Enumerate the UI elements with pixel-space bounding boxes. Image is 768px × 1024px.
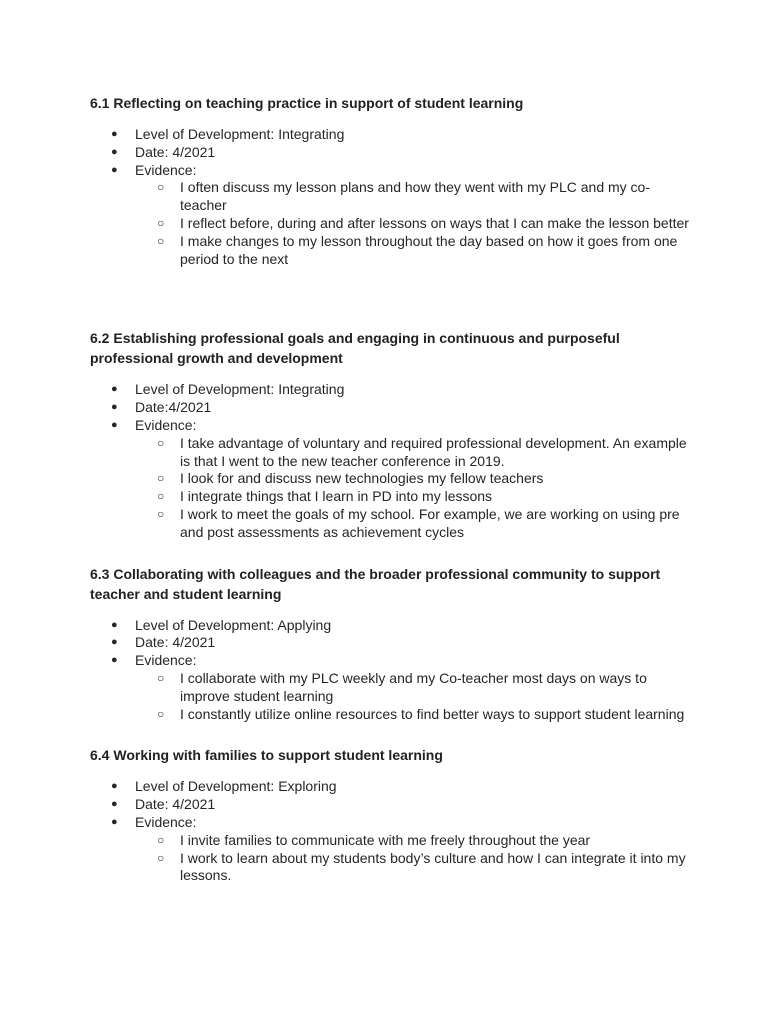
list-item-date <box>111 399 690 417</box>
list-item-evidence <box>111 652 690 723</box>
list-item-evidence <box>111 416 690 542</box>
section-list <box>90 126 690 268</box>
bullet-icon: ● <box>111 654 118 667</box>
evidence-item <box>157 505 690 542</box>
circle-bullet-icon: ○ <box>157 180 165 195</box>
section-6-4 <box>90 745 690 885</box>
bullet-icon: ● <box>111 163 118 176</box>
evidence-label: Evidence: <box>135 652 197 669</box>
evidence-item <box>157 470 690 488</box>
circle-bullet-icon: ○ <box>157 850 165 865</box>
evidence-text: I collaborate with my PLC weekly and my Co-teacher most days on ways to improve student learning <box>180 669 647 704</box>
date-text: Date:4/2021 <box>135 399 212 416</box>
section-list <box>90 381 690 541</box>
evidence-text: I look for and discuss new technologies my fellow teachers <box>180 470 544 487</box>
section-title: 6.3 Collaborating with colleagues and the broader professional community to support teacher and student learning <box>90 565 661 602</box>
list-item-date <box>111 143 690 162</box>
evidence-item <box>157 669 690 706</box>
level-text: Level of Development: Exploring <box>135 778 337 795</box>
evidence-text: I integrate things that I learn in PD into my lessons <box>180 488 493 505</box>
evidence-text: I reflect before, during and after lessons on ways that I can make the lesson better <box>180 214 689 231</box>
section-title: 6.2 Establishing professional goals and engaging in continuous and purposeful professional growth and development <box>90 330 620 367</box>
date-text: Date: 4/2021 <box>135 634 216 651</box>
evidence-item <box>157 831 690 850</box>
evidence-text: I constantly utilize online resources to find better ways to support student learning <box>180 705 685 722</box>
evidence-item <box>157 488 690 506</box>
list-item-date <box>111 796 690 814</box>
evidence-item <box>157 705 690 724</box>
level-text: Level of Development: Integrating <box>135 381 345 398</box>
evidence-text: I invite families to communicate with me freely throughout the year <box>180 831 591 848</box>
list-item-level <box>111 778 690 796</box>
circle-bullet-icon: ○ <box>157 471 165 486</box>
evidence-text: I make changes to my lesson throughout the day based on how it goes from one period to the next <box>180 232 678 267</box>
section-title: 6.4 Working with families to support student learning <box>90 747 443 764</box>
circle-bullet-icon: ○ <box>157 832 165 847</box>
bullet-icon: ● <box>111 636 118 649</box>
document-page <box>90 93 690 885</box>
bullet-icon: ● <box>111 145 118 158</box>
evidence-list <box>135 832 690 885</box>
evidence-text: I often discuss my lesson plans and how they went with my PLC and my co-teacher <box>180 179 650 214</box>
evidence-label: Evidence: <box>135 161 197 178</box>
evidence-item <box>157 179 690 215</box>
bullet-icon: ● <box>111 618 118 631</box>
evidence-text: I work to meet the goals of my school. For example, we are working on using pre and post assessments as achievement cycles <box>180 505 680 540</box>
evidence-label: Evidence: <box>135 813 197 830</box>
evidence-list <box>135 670 690 723</box>
list-item-evidence <box>111 813 690 885</box>
level-text: Level of Development: Applying <box>135 616 332 633</box>
list-item-level <box>111 616 690 635</box>
list-item-evidence <box>111 161 690 269</box>
evidence-item <box>157 214 690 233</box>
evidence-list <box>135 179 690 268</box>
circle-bullet-icon: ○ <box>157 233 165 248</box>
bullet-icon: ● <box>111 383 118 396</box>
bullet-icon: ● <box>111 780 118 793</box>
evidence-text: I take advantage of voluntary and required professional development. An example is that I went to the new teacher conference in 2019. <box>180 434 687 469</box>
evidence-item <box>157 232 690 269</box>
circle-bullet-icon: ○ <box>157 489 165 504</box>
section-6-2 <box>90 328 690 541</box>
evidence-list <box>135 435 690 542</box>
section-list <box>90 778 690 885</box>
circle-bullet-icon: ○ <box>157 706 165 721</box>
evidence-label: Evidence: <box>135 416 197 433</box>
bullet-icon: ● <box>111 798 118 811</box>
level-text: Level of Development: Integrating <box>135 126 345 142</box>
bullet-icon: ● <box>111 128 118 140</box>
circle-bullet-icon: ○ <box>157 506 165 521</box>
evidence-text: I work to learn about my students body’s culture and how I can integrate it into my lessons. <box>180 849 686 884</box>
circle-bullet-icon: ○ <box>157 670 165 685</box>
evidence-item <box>157 434 690 471</box>
section-6-1 <box>90 93 690 268</box>
bullet-icon: ● <box>111 401 118 414</box>
circle-bullet-icon: ○ <box>157 435 165 450</box>
list-item-date <box>111 634 690 652</box>
section-title: 6.1 Reflecting on teaching practice in support of student learning <box>90 95 524 111</box>
bullet-icon: ● <box>111 418 118 431</box>
date-text: Date: 4/2021 <box>135 143 216 160</box>
list-item-level <box>111 126 690 144</box>
list-item-level <box>111 381 690 399</box>
bullet-icon: ● <box>111 815 118 828</box>
section-6-3 <box>90 564 690 724</box>
circle-bullet-icon: ○ <box>157 215 165 230</box>
date-text: Date: 4/2021 <box>135 796 216 813</box>
evidence-item <box>157 849 690 886</box>
section-list <box>90 617 690 724</box>
